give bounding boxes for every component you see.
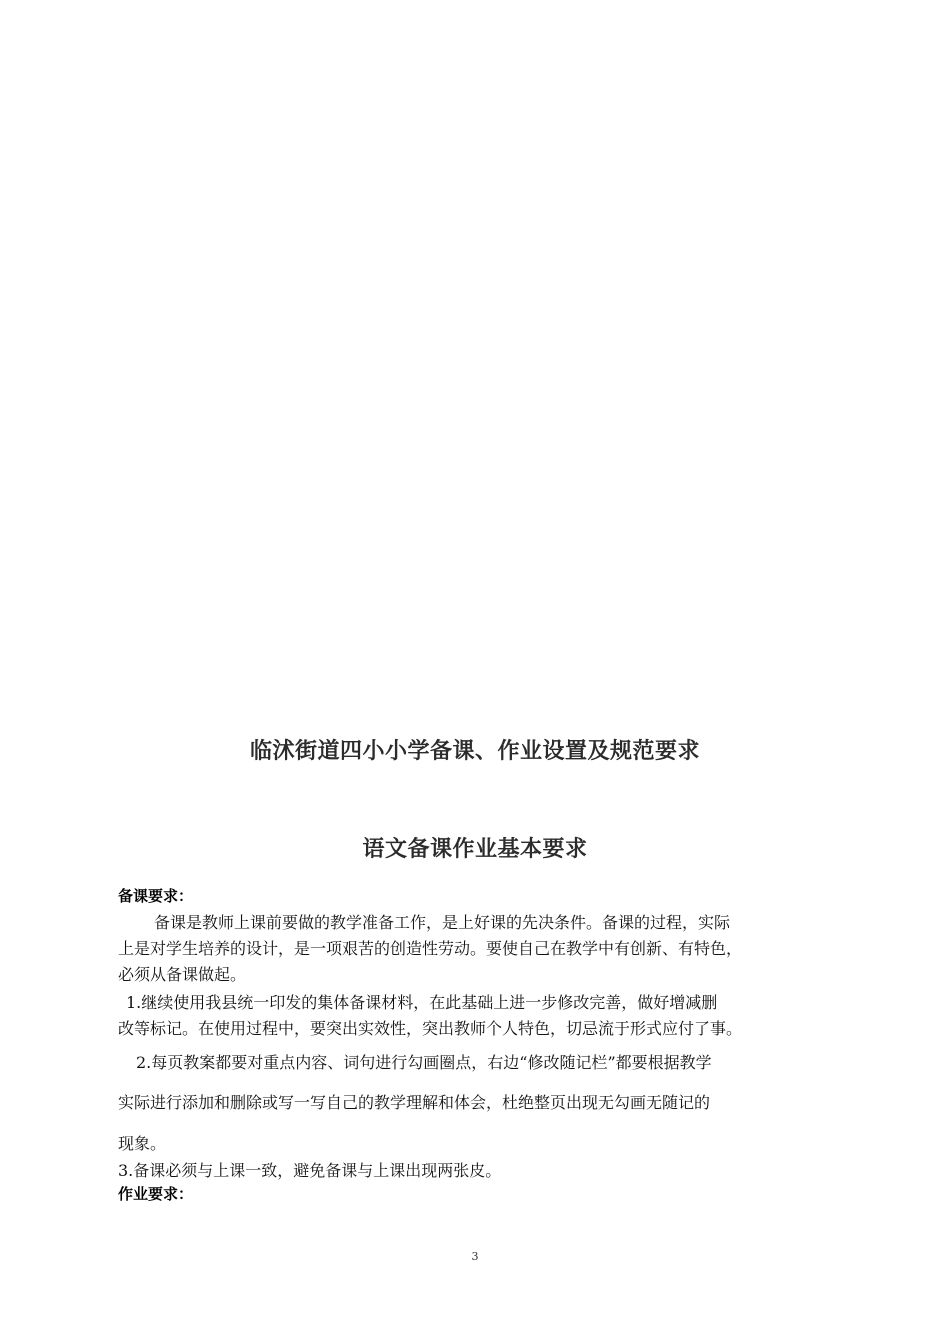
main-title: 临沭街道四小小学备课、作业设置及规范要求: [249, 739, 700, 764]
sub-title: 语文备课作业基本要求: [362, 837, 588, 862]
item1-line-2: 改等标记。在使用过程中，要突出实效性，突出教师个人特色，切忌流于形式应付了事。: [118, 1019, 743, 1038]
item2-line-1: 2.每页教案都要对重点内容、词句进行勾画圈点，右边“修改随记栏”都要根据教学: [136, 1053, 712, 1072]
lesson-requirements-heading: 备课要求：: [118, 887, 194, 905]
item3-line: 3.备课必须与上课一致，避免备课与上课出现两张皮。: [118, 1161, 502, 1180]
item2-line-2: 实际进行添加和删除或写一写自己的教学理解和体会，杜绝整页出现无勾画无随记的: [118, 1093, 711, 1112]
page-number: 3: [471, 1250, 479, 1263]
intro-line-2: 上是对学生培养的设计，是一项艰苦的创造性劳动。要使自己在教学中有创新、有特色，: [118, 939, 743, 958]
intro-line-3: 必须从备课做起。: [118, 965, 247, 984]
item2-line-3: 现象。: [118, 1134, 167, 1153]
homework-requirements-heading: 作业要求：: [118, 1185, 194, 1203]
intro-line-1: 备课是教师上课前要做的教学准备工作，是上好课的先决条件。备课的过程，实际: [154, 913, 731, 932]
item1-line-1: 1.继续使用我县统一印发的集体备课材料，在此基础上进一步修改完善，做好增减删: [126, 993, 718, 1012]
